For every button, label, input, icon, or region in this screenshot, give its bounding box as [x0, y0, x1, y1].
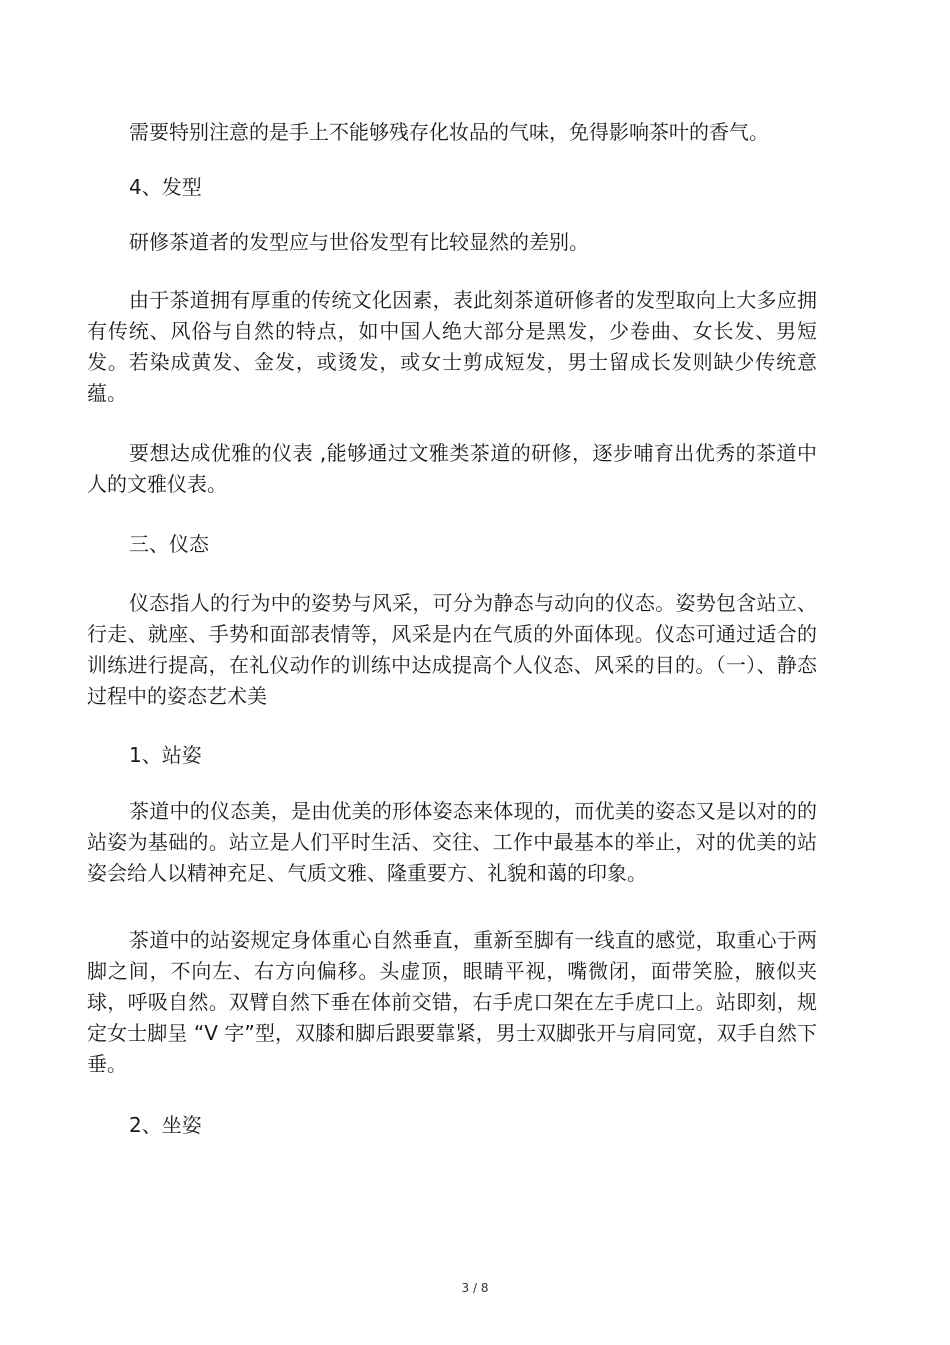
paragraph-standing-rules: 茶道中的站姿规定身体重心自然垂直，重新至脚有一线直的感觉，取重心于两脚之间，不向左、右方向偏移。头虚顶，眼睛平视，嘴微闭，面带笑脸，腋似夹球，呼吸自然。双臂自然下垂在体前交错，右手虎口架在左手虎口上。站即刻，规定女士脚呈 “V 字”型，双膝和脚后跟要靠紧，男士双脚张开与肩同宽，双手自然下垂。 — [87, 928, 817, 1076]
paragraph-standing-beauty: 茶道中的仪态美，是由优美的形体姿态来体现的，而优美的姿态又是以对的的站姿为基础的。站立是人们平时生活、交往、工作中最基本的举止，对的优美的站姿会给人以精神充足、气质文雅、隆重要方、礼貌和蔼的印象。 — [87, 799, 817, 885]
heading-sitting-posture: 2、坐姿 — [129, 1113, 202, 1137]
paragraph-cosmetics-note: 需要特别注意的是手上不能够残存化妆品的气味，免得影响茶叶的香气。 — [129, 120, 769, 144]
paragraph-hairstyle-tradition: 由于茶道拥有厚重的传统文化因素，表此刻茶道研修者的发型取向上大多应拥有传统、风俗与自然的特点，如中国人绝大部分是黑发，少卷曲、女长发、男短发。若染成黄发、金发，或烫发，或女士剪成短发，男士留成长发则缺少传统意蕴。 — [87, 288, 817, 405]
paragraph-hairstyle-intro: 研修茶道者的发型应与世俗发型有比较显然的差别。 — [129, 230, 589, 254]
paragraph-deportment-definition: 仪态指人的行为中的姿势与风采，可分为静态与动向的仪态。姿势包含站立、行走、就座、手势和面部表情等，风采是内在气质的外面体现。仪态可通过适合的训练进行提高，在礼仪动作的训练中达成提高个人仪态、风采的目的。（一）、静态过程中的姿态艺术美 — [87, 591, 817, 708]
heading-standing-posture: 1、站姿 — [129, 743, 202, 767]
paragraph-elegant-appearance: 要想达成优雅的仪表 ,能够通过文雅类茶道的研修，逐步哺育出优秀的茶道中人的文雅仪表。 — [87, 441, 817, 496]
heading-deportment: 三、仪态 — [129, 532, 209, 556]
page-number: 3 / 8 — [461, 1281, 489, 1295]
heading-hairstyle: 4、发型 — [129, 175, 202, 199]
